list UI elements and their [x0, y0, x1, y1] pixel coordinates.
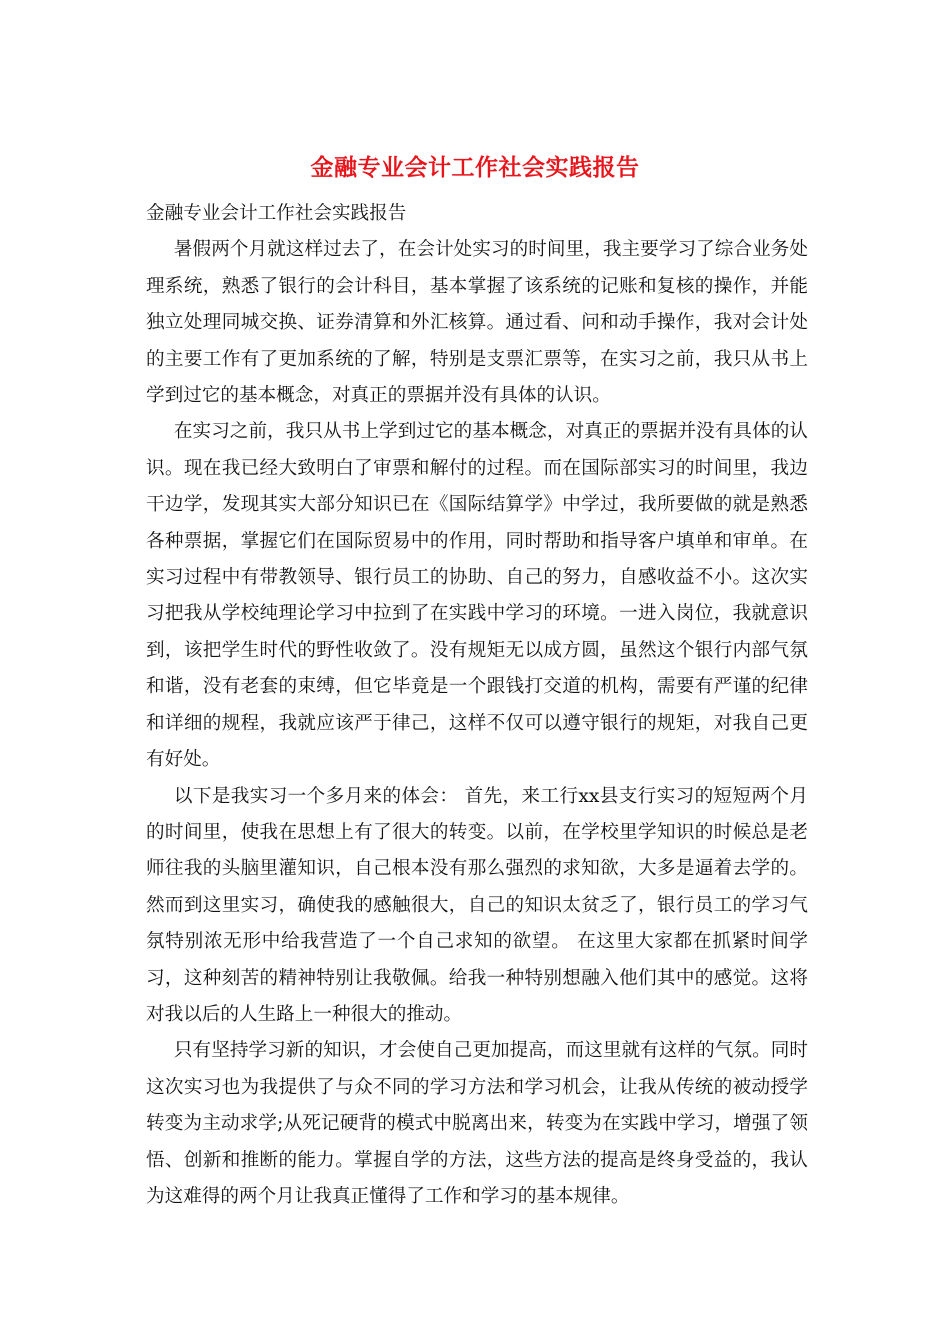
- document-title: 金融专业会计工作社会实践报告: [310, 154, 640, 181]
- paragraph-2: 在实习之前，我只从书上学到过它的基本概念，对真正的票据并没有具体的认识。现在我已经大致明白了审票和解付的过程。而在国际部实习的时间里，我边干边学，发现其实大部分知识已在《国际结算学》中学过，我所要做的就是熟悉各种票据，掌握它们在国际贸易中的作用，同时帮助和指导客户填单和审单。在实习过程中有带教领导、银行员工的协助、自己的努力，自感收益不小。这次实习把我从学校纯理论学习中拉到了在实践中学习的环境。一进入岗位，我就意识到，该把学生时代的野性收敛了。没有规矩无以成方圆，虽然这个银行内部气氛和谐，没有老套的束缚，但它毕竟是一个跟钱打交道的机构，需要有严谨的纪律和详细的规程，我就应该严于律己，这样不仅可以遵守银行的规矩，对我自己更有好处。: [146, 421, 808, 771]
- paragraph-1: 暑假两个月就这样过去了，在会计处实习的时间里，我主要学习了综合业务处理系统，熟悉了银行的会计科目，基本掌握了该系统的记账和复核的操作，并能独立处理同城交换、证券清算和外汇核算。通过看、问和动手操作，我对会计处的主要工作有了更加系统的了解，特别是支票汇票等，在实习之前，我只从书上学到过它的基本概念，对真正的票据并没有具体的认识。: [146, 239, 808, 407]
- paragraph-4: 只有坚持学习新的知识，才会使自己更加提高，而这里就有这样的气氛。同时这次实习也为我提供了与众不同的学习方法和学习机会，让我从传统的被动授学转变为主动求学;从死记硬背的模式中脱离出来，转变为在实践中学习，增强了领悟、创新和推断的能力。掌握自学的方法，这些方法的提高是终身受益的，我认为这难得的两个月让我真正懂得了工作和学习的基本规律。: [146, 1040, 808, 1207]
- paragraph-3: 以下是我实习一个多月来的体会： 首先，来工行xx县支行实习的短短两个月的时间里，使我在思想上有了很大的转变。以前，在学校里学知识的时候总是老师往我的头脑里灌知识，自己根本没有那么强烈的求知欲，大多是逼着去学的。然而到这里实习，确使我的感触很大，自己的知识太贫乏了，银行员工的学习气氛特别浓无形中给我营造了一个自己求知的欲望。 在这里大家都在抓紧时间学习，这种刻苦的精神特别让我敬佩。给我一种特别想融入他们其中的感觉。这将对我以后的人生路上一种很大的推动。: [146, 785, 808, 1025]
- document-subtitle: 金融专业会计工作社会实践报告: [146, 203, 407, 224]
- document-body: [146, 196, 808, 1215]
